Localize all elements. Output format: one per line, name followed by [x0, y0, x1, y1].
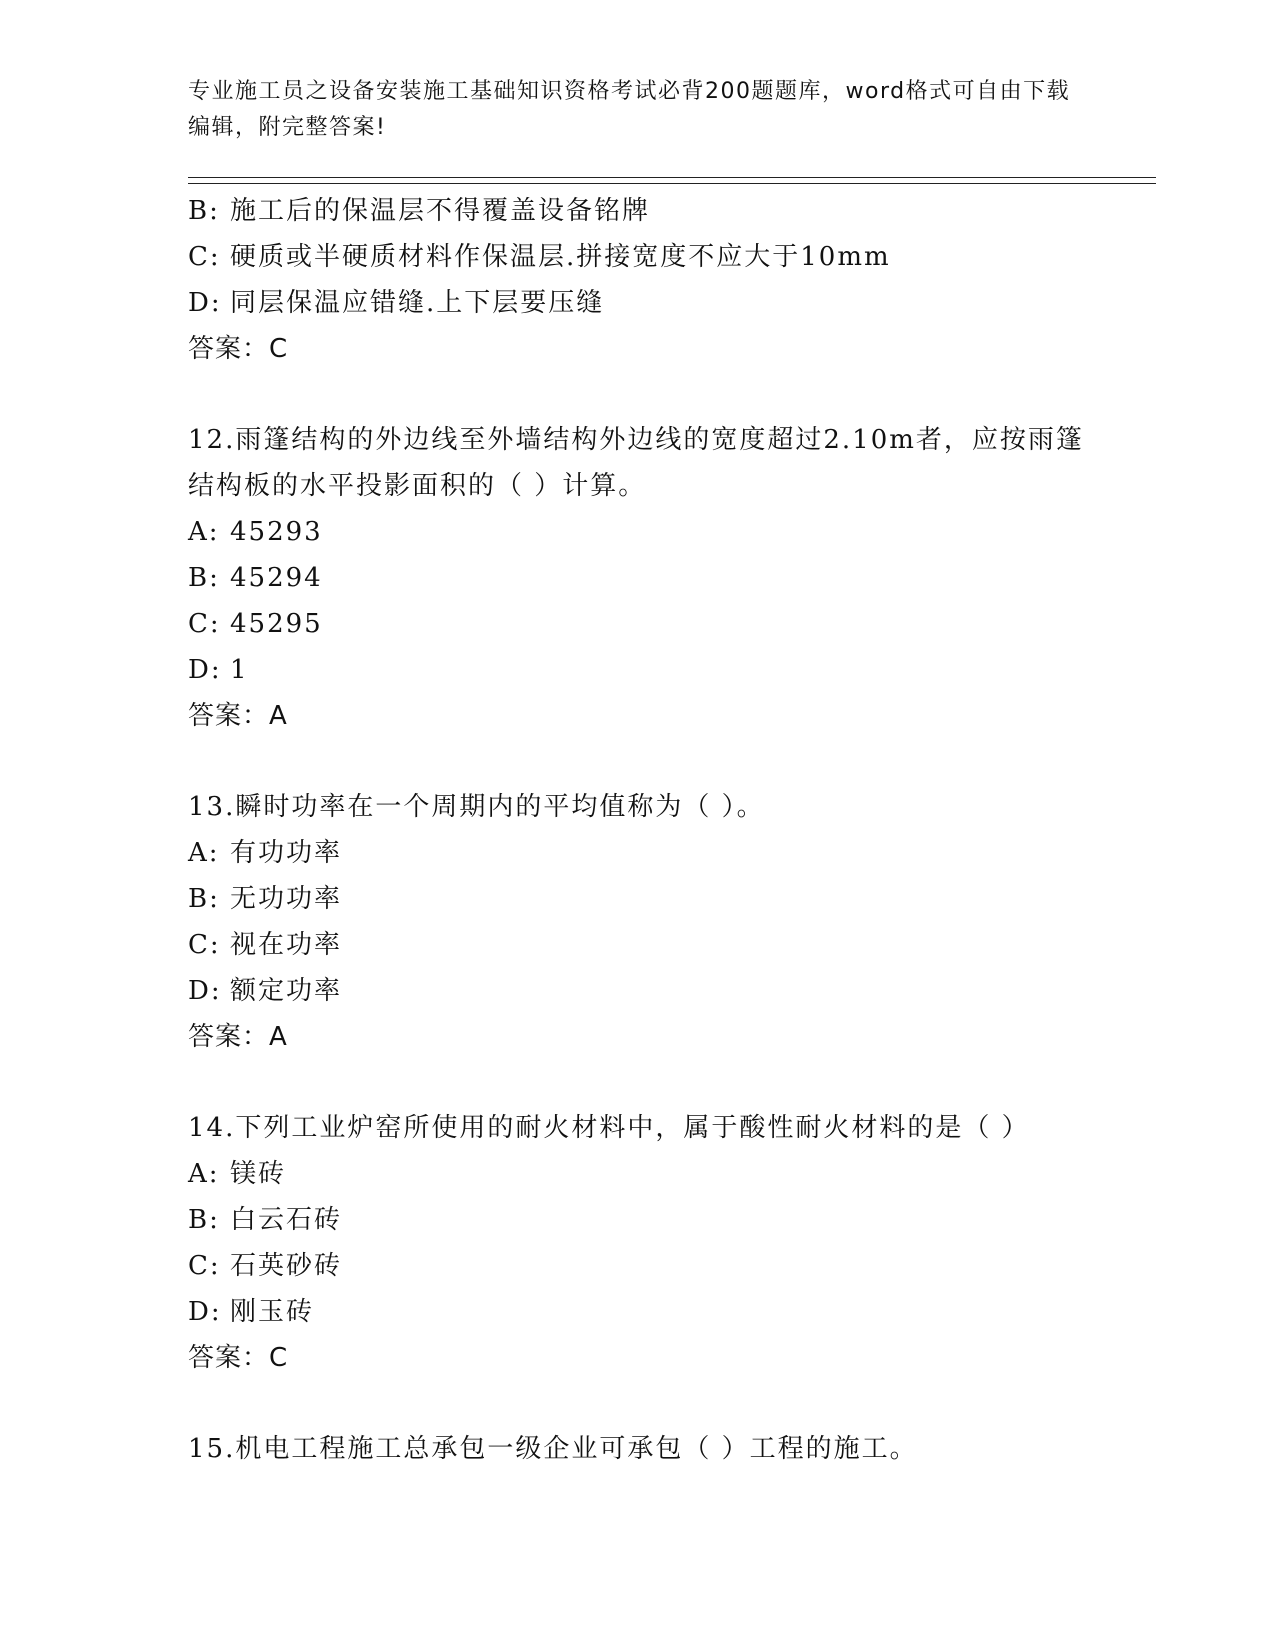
- question-stem: 14.下列工业炉窑所使用的耐火材料中，属于酸性耐火材料的是（ ）: [188, 1113, 1030, 1143]
- question-stem: 13.瞬时功率在一个周期内的平均值称为（ ）。: [188, 792, 765, 822]
- option-line: [188, 830, 1088, 876]
- option-text: 无功功率: [230, 884, 343, 914]
- option-label: D:: [188, 1297, 222, 1327]
- option-label: B:: [188, 884, 220, 914]
- option-label: D:: [188, 655, 222, 685]
- option-text: 施工后的保温层不得覆盖设备铭牌: [230, 196, 651, 226]
- option-text: 视在功率: [230, 930, 343, 960]
- spacer: [188, 739, 1088, 784]
- option-label: B:: [188, 563, 220, 593]
- option-line: [188, 1243, 1088, 1289]
- option-label: C:: [188, 609, 221, 639]
- option-line: [188, 968, 1088, 1014]
- option-label: D:: [188, 976, 222, 1006]
- document-header: 专业施工员之设备安装施工基础知识资格考试必背200题题库，word格式可自由下载编辑，附完整答案!: [188, 79, 1071, 140]
- answer-line: 答案：A: [188, 701, 288, 731]
- answer-line: 答案：A: [188, 1022, 288, 1052]
- option-line: [188, 1151, 1088, 1197]
- option-line: [188, 555, 1088, 601]
- header-rule-top: [188, 177, 1156, 178]
- option-line: [188, 601, 1088, 647]
- question-stem: 12.雨篷结构的外边线至外墙结构外边线的宽度超过2.10m者，应按雨篷结构板的水平投影面积的（ ）计算。: [188, 425, 1084, 501]
- option-text: 石英砂砖: [230, 1251, 343, 1281]
- option-label: A:: [188, 1159, 220, 1189]
- spacer: [188, 1381, 1088, 1426]
- option-label: C:: [188, 1251, 221, 1281]
- option-line: [188, 234, 1088, 280]
- option-line: [188, 280, 1088, 326]
- option-label: B:: [188, 196, 220, 226]
- spacer: [188, 1060, 1088, 1105]
- option-line: [188, 1289, 1088, 1335]
- option-text: 45293: [230, 517, 323, 547]
- option-line: [188, 188, 1088, 234]
- option-text: 45294: [230, 563, 323, 593]
- option-label: C:: [188, 242, 221, 272]
- option-text: 镁砖: [230, 1159, 287, 1189]
- option-line: [188, 922, 1088, 968]
- option-line: [188, 1197, 1088, 1243]
- question-list: [188, 188, 1088, 1472]
- option-text: 硬质或半硬质材料作保温层.拼接宽度不应大于10mm: [230, 242, 891, 272]
- option-line: [188, 647, 1088, 693]
- option-line: [188, 509, 1088, 555]
- option-label: C:: [188, 930, 221, 960]
- option-text: 45295: [230, 609, 323, 639]
- option-label: A:: [188, 517, 220, 547]
- option-label: D:: [188, 288, 222, 318]
- option-text: 刚玉砖: [230, 1297, 315, 1327]
- option-text: 有功功率: [230, 838, 343, 868]
- spacer: [188, 372, 1088, 417]
- answer-line: 答案：C: [188, 334, 289, 364]
- option-label: A:: [188, 838, 220, 868]
- option-text: 1: [230, 655, 249, 685]
- option-text: 额定功率: [230, 976, 343, 1006]
- question-stem: 15.机电工程施工总承包一级企业可承包（ ）工程的施工。: [188, 1434, 918, 1464]
- option-line: [188, 876, 1088, 922]
- option-label: B:: [188, 1205, 220, 1235]
- option-text: 白云石砖: [230, 1205, 343, 1235]
- answer-line: 答案：C: [188, 1343, 289, 1373]
- header-rule-bottom: [188, 183, 1156, 184]
- option-text: 同层保温应错缝.上下层要压缝: [230, 288, 605, 318]
